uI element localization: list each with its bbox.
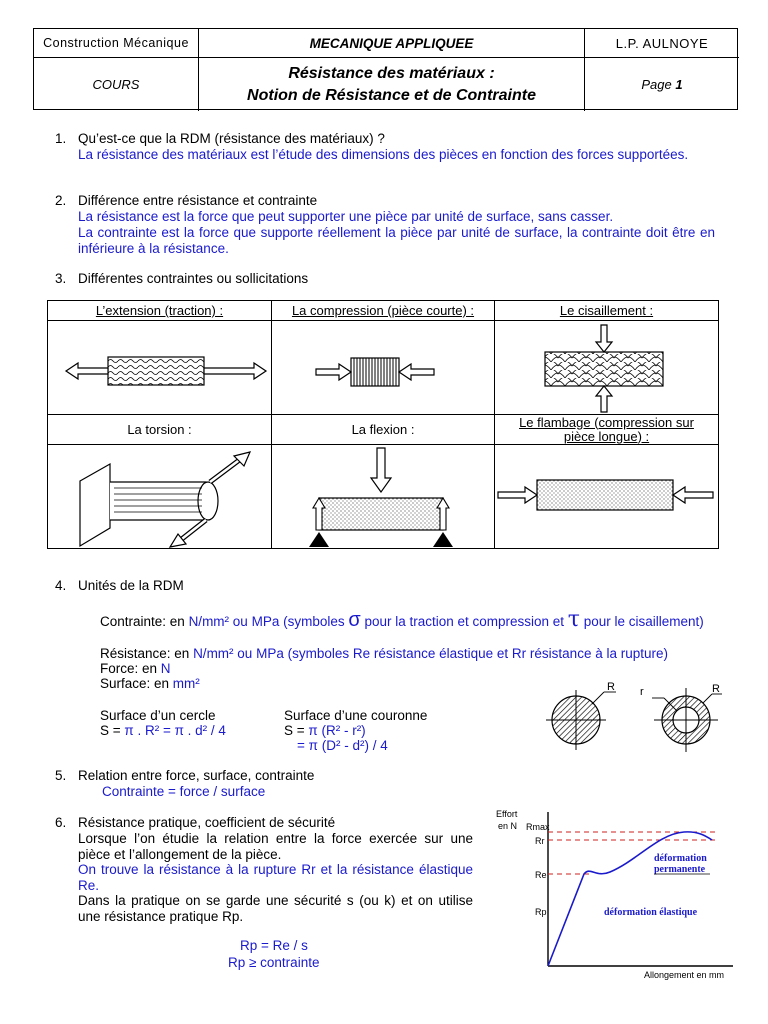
doc-type: COURS: [92, 77, 140, 92]
force-label: Force: en: [100, 661, 161, 676]
s4-num: 4.: [55, 578, 67, 593]
circle-R-label: R: [607, 681, 615, 693]
cercle-s: S =: [100, 723, 125, 738]
title-line2: Notion de Résistance et de Contrainte: [247, 86, 536, 104]
s5-num: 5.: [55, 768, 67, 783]
surface-label: Surface: en: [100, 676, 173, 691]
s1-answer: La résistance des matériaux est l’étude des dimensions des pièces en fonction des forces supportées.: [78, 147, 689, 162]
s2-title: Différence entre résistance et contrainte: [78, 193, 318, 208]
couronne-f1: π (R² - r²): [308, 723, 366, 738]
couronne-title: Surface d’une couronne: [284, 708, 428, 723]
flambage-bar: [537, 480, 673, 510]
surface-value: mm²: [172, 676, 200, 691]
course-title: MECANIQUE APPLIQUEE: [309, 35, 474, 51]
s6-p2: On trouve la résistance à la rupture Rr et la résistance élastique Re.: [78, 862, 473, 893]
cisaillement-top-arrow: [596, 325, 612, 352]
ring-r-label: r: [640, 686, 644, 698]
compression-label: La compression (pièce courte) :: [291, 303, 475, 318]
s3-title: Différentes contraintes ou sollicitations: [78, 271, 309, 286]
s5-formula: Contrainte = force / surface: [102, 784, 266, 799]
contrainte-end: pour le cisaillement): [579, 614, 704, 629]
graph-rp-label: Rp: [535, 907, 547, 917]
ring-section: [652, 688, 722, 752]
couronne-formula-line1: [284, 723, 366, 739]
compression-left-arrow: [316, 364, 351, 380]
torsion-wall: [80, 464, 110, 546]
graph-ylabel2: en N: [498, 821, 518, 831]
sigma-symbol: σ: [348, 609, 361, 631]
couronne-s: S =: [284, 723, 309, 738]
flambage-right-arrow: [673, 487, 713, 503]
cisaillement-bar: [545, 352, 663, 386]
flexion-label: La flexion :: [351, 422, 415, 437]
s6-num: 6.: [55, 815, 67, 830]
s6-formula2: Rp ≥ contrainte: [228, 955, 320, 970]
s5-title: Relation entre force, surface, contrainte: [78, 768, 315, 783]
tau-symbol: τ: [567, 607, 580, 632]
cercle-formula-line: [100, 723, 226, 739]
s3-num: 3.: [55, 271, 67, 286]
stress-strain-graph: [488, 800, 738, 980]
traction-right-arrow: [204, 363, 266, 379]
plastic-label-2: permanente: [654, 864, 706, 875]
sections-figure: [540, 676, 760, 758]
couronne-f2: π (D² - d²) / 4: [308, 738, 388, 753]
title-cell: [199, 58, 585, 111]
torsion-figure-cell: [48, 445, 272, 549]
s1-num: 1.: [55, 131, 67, 146]
s4-resistance: [100, 646, 720, 662]
contrainte-mid: pour la traction et compression et: [360, 614, 568, 629]
compression-label-cell: [272, 301, 495, 321]
flambage-label-cell: [495, 415, 719, 445]
couronne-formula-line2: [297, 738, 388, 754]
s4-title: Unités de la RDM: [78, 578, 184, 593]
s6-title: Résistance pratique, coefficient de sécurité: [78, 815, 336, 830]
s2-num: 2.: [55, 193, 67, 208]
flexion-left-support: [309, 532, 329, 547]
ring-R-label: R: [712, 683, 720, 695]
title-line1: Résistance des matériaux :: [288, 64, 495, 82]
compression-figure: [272, 322, 493, 414]
cercle-title: Surface d’un cercle: [100, 708, 216, 723]
flexion-right-support: [433, 532, 453, 547]
s4-force: [100, 661, 171, 677]
page-number: 1: [675, 77, 683, 92]
page-cell: [585, 58, 739, 111]
compression-right-arrow: [399, 364, 434, 380]
traction-figure: [48, 322, 270, 414]
flambage-figure-cell: [495, 445, 719, 549]
s4-contrainte: [78, 607, 715, 632]
course-cell: [199, 29, 585, 58]
subject-cell: [34, 29, 199, 58]
flexion-figure: [272, 446, 493, 548]
circle-section: [546, 690, 616, 750]
flexion-figure-cell: [272, 445, 495, 549]
cisaillement-figure: [495, 322, 717, 414]
s6-formula1: Rp = Re / s: [240, 938, 308, 953]
cisaillement-label-cell: [495, 301, 719, 321]
school-name: L.P. AULNOYE: [615, 35, 709, 51]
graph-rr-label: Rr: [535, 836, 545, 846]
cercle-formula: π . R² = π . d² / 4: [124, 723, 226, 738]
traction-left-arrow: [66, 363, 108, 379]
s4-surface: [100, 676, 200, 692]
graph-xlabel: Allongement en mm: [644, 970, 725, 980]
graph-rmax-label: Rmax: [526, 822, 550, 832]
torsion-figure: [48, 446, 270, 548]
flambage-left-arrow: [498, 487, 537, 503]
torsion-shaft: [110, 482, 218, 520]
s6-p3: Dans la pratique on se garde une sécurité s (ou k) et on utilise une résistance pratique Rp.: [78, 893, 473, 924]
resistance-label: Résistance: en: [100, 646, 194, 661]
header-box: [33, 28, 738, 110]
subject-text: Construction Mécanique: [43, 36, 189, 50]
sollicitations-table: [47, 300, 719, 549]
couronne-eq: =: [297, 738, 309, 753]
traction-figure-cell: [48, 321, 272, 415]
torsion-down-arrow: [170, 520, 206, 547]
torsion-label: La torsion :: [127, 422, 192, 437]
cisaillement-bottom-arrow: [596, 386, 612, 412]
doc-type-cell: [34, 58, 199, 111]
s2-line2: La contrainte est la force que supporte réellement la pièce par unité de surface, la contrainte doit être en inférieure à la résistance.: [78, 225, 715, 256]
traction-label: L’extension (traction) :: [95, 303, 224, 318]
stress-strain-curve: [548, 832, 712, 966]
plastic-label-1: déformation: [654, 853, 707, 864]
flexion-load-arrow: [371, 448, 391, 492]
flexion-beam: [319, 498, 443, 530]
contrainte-unit: N/mm² ou MPa (symboles: [188, 614, 349, 629]
graph-re-label: Re: [535, 870, 547, 880]
flambage-figure: [495, 446, 717, 548]
contrainte-label: Contrainte: en: [100, 614, 189, 629]
elastic-label: déformation élastique: [604, 907, 698, 918]
flambage-label: Le flambage (compression sur pièce longue) :: [519, 414, 694, 444]
s6-p1: Lorsque l’on étudie la relation entre la force exercée sur une pièce et l’allongement de la pièce.: [78, 831, 473, 862]
graph-ylabel1: Effort: [496, 809, 518, 819]
traction-label-cell: [48, 301, 272, 321]
flexion-label-cell: [272, 415, 495, 445]
resistance-value: N/mm² ou MPa (symboles Re résistance élastique et Rr résistance à la rupture): [193, 646, 668, 661]
s1-question: Qu’est-ce que la RDM (résistance des matériaux) ?: [78, 131, 385, 146]
torsion-label-cell: [48, 415, 272, 445]
traction-bar: [108, 357, 204, 385]
torsion-up-arrow: [210, 452, 250, 482]
page-label: Page: [641, 77, 672, 92]
s2-line1: La résistance est la force que peut supporter une pièce par unité de surface, sans casser.: [78, 209, 614, 224]
compression-figure-cell: [272, 321, 495, 415]
cisaillement-label: Le cisaillement :: [559, 303, 654, 318]
force-value: N: [160, 661, 171, 676]
cisaillement-figure-cell: [495, 321, 719, 415]
compression-block: [351, 358, 399, 386]
school-cell: [585, 29, 739, 58]
